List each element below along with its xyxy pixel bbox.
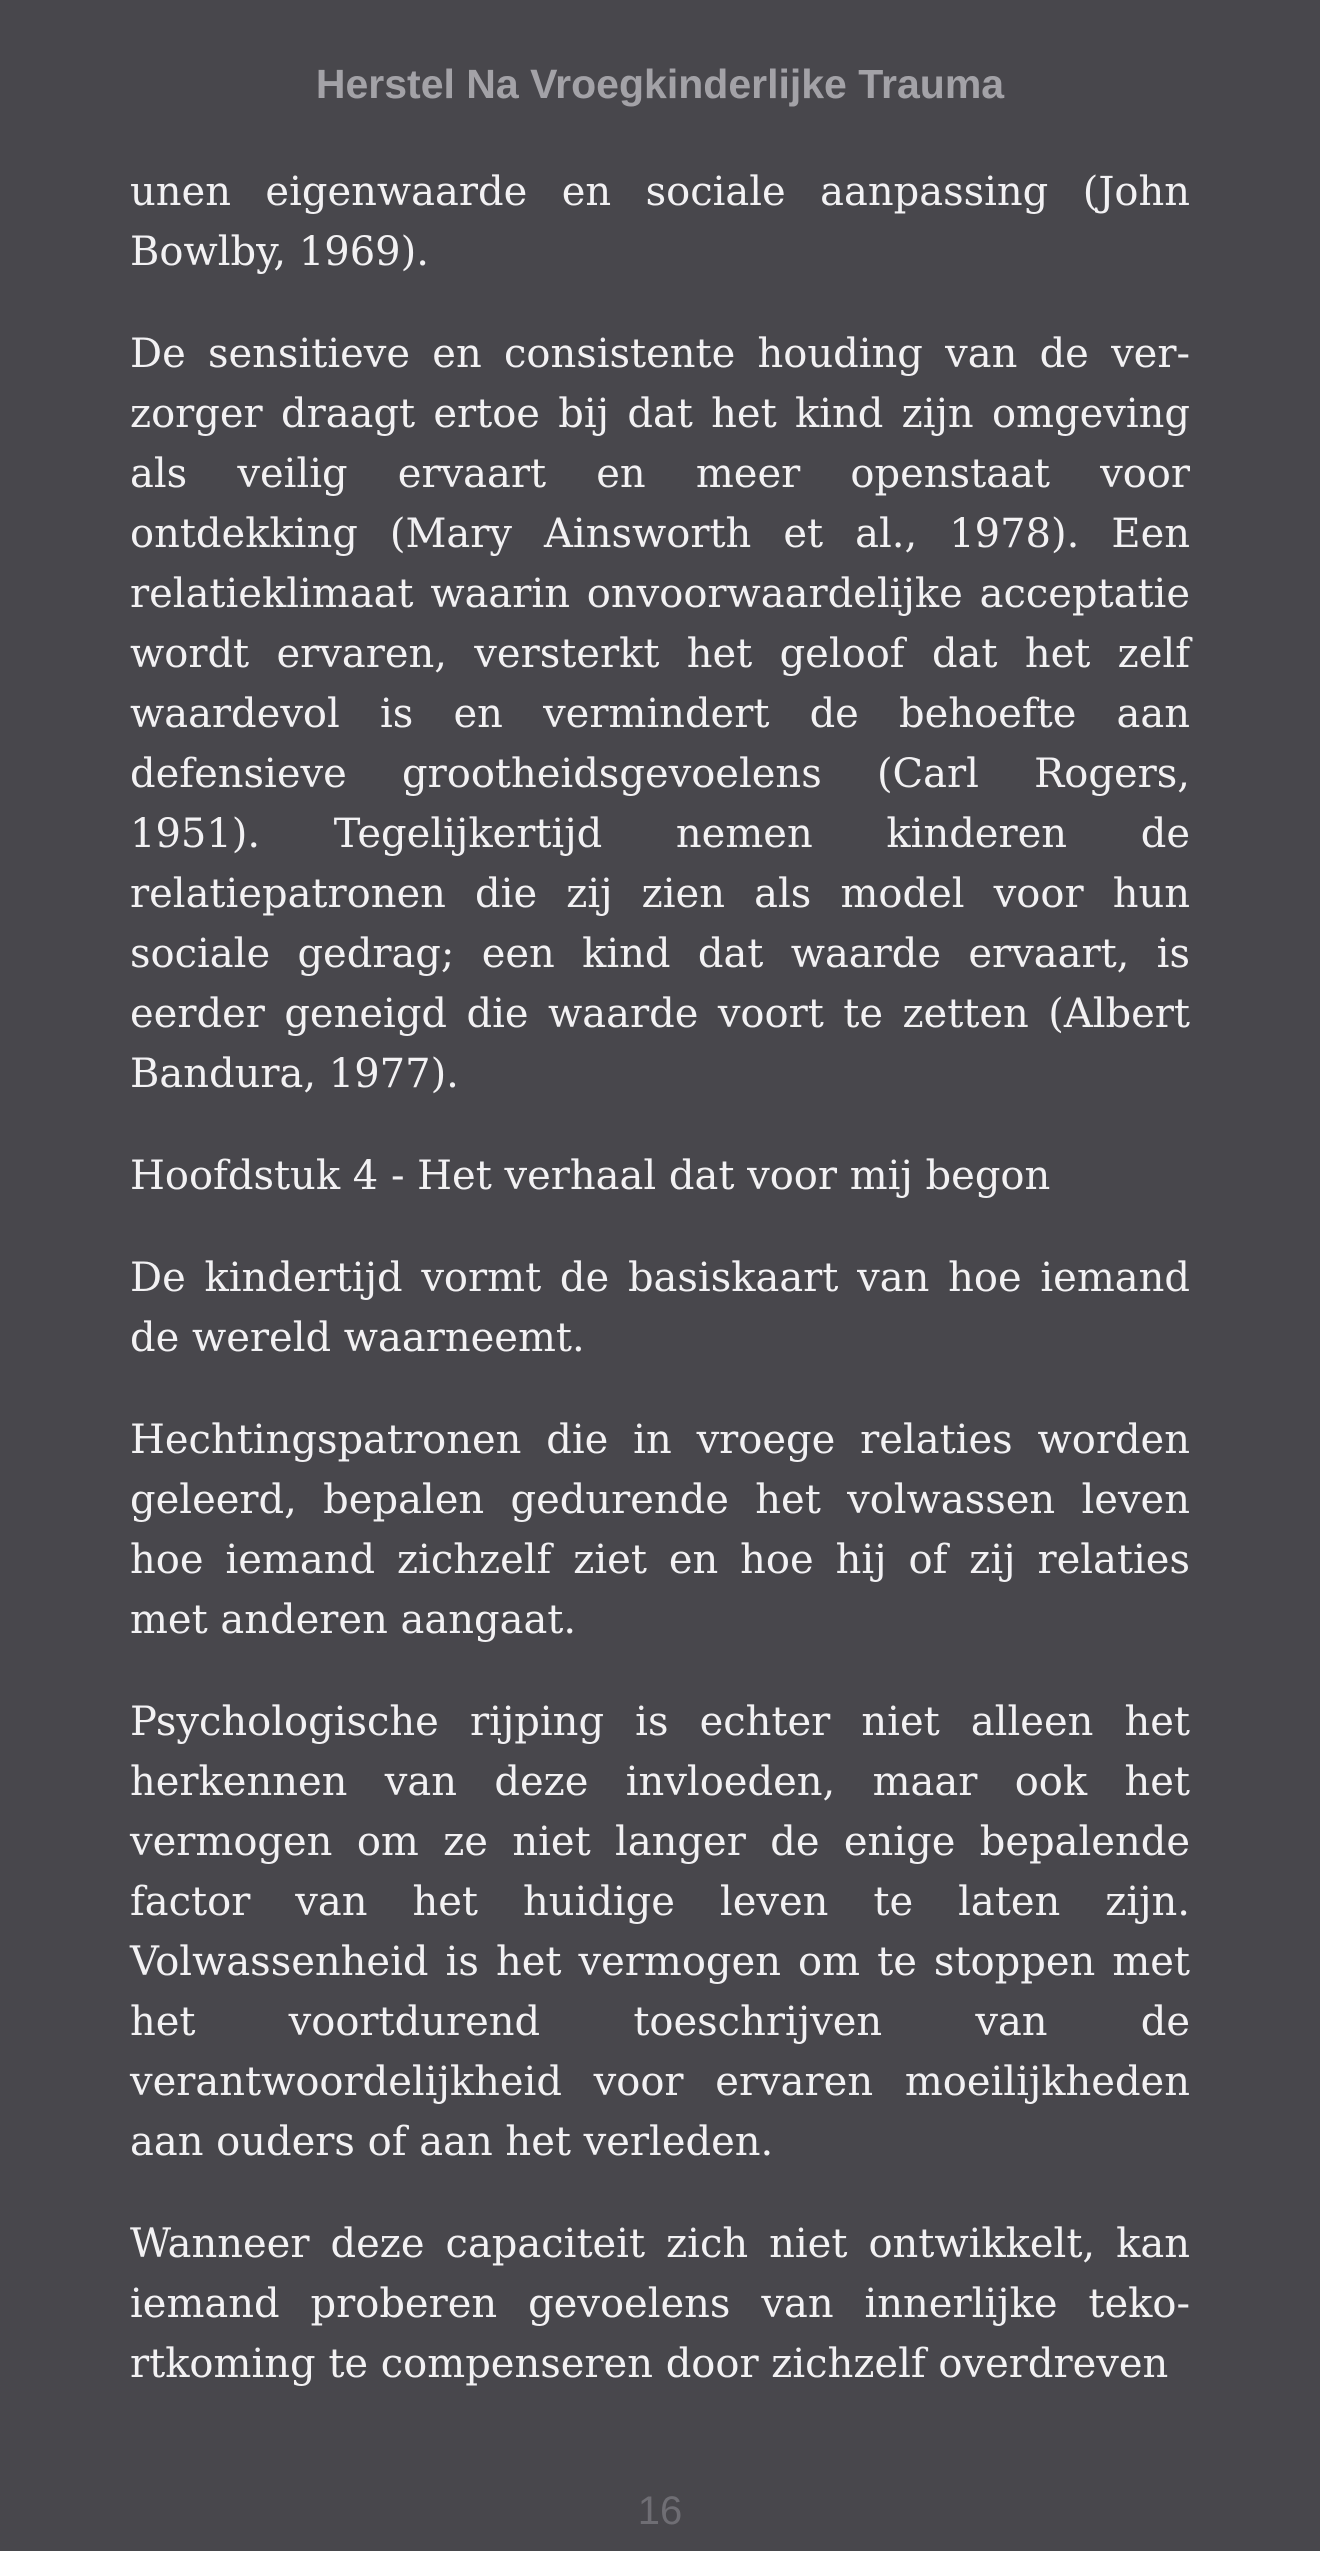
paragraph: unen eigenwaarde en sociale aanpassing (John Bowlby, 1969).	[130, 169, 1190, 275]
page-number: 16	[637, 2489, 683, 2533]
paragraph: De sensitieve en consistente houding van de verzorger draagt ertoe bij dat het kind zijn omgeving als veilig ervaart en meer openstaat voor ontdekking (Mary Ainsworth et al., 1978). Een relatieklimaat waarin onvoorwaardelijke acceptatie wordt ervaren, versterkt het geloof dat het zelf waardevol is en vermindert de behoefte aan defensieve grootheidsgevoelens (Carl Rogers, 1951). Tegelijkertijd nemen kinderen de relatiepatronen die zij zien als model voor hun sociale gedrag; een kind dat waarde ervaart, is eerder geneigd die waarde voort te zetten (Albert Bandura, 1977).	[130, 331, 1190, 1097]
paragraph: De kindertijd vormt de basiskaart van hoe iemand de wereld waarneemt.	[130, 1255, 1190, 1361]
page-text	[130, 162, 1190, 2436]
paragraph: Hechtingspatronen die in vroege relaties worden geleerd, bepalen gedurende het volwassen leven hoe iemand zichzelf ziet en hoe hij of zij relaties met anderen aangaat.	[130, 1417, 1190, 1643]
chapter-heading: Hoofdstuk 4 - Het verhaal dat voor mij begon	[130, 1153, 1051, 1199]
book-title: Herstel Na Vroegkinderlijke Trauma	[315, 61, 1005, 107]
paragraph: Wanneer deze capaciteit zich niet ontwikkelt, kan iemand proberen gevoelens van innerlijke tekortkoming te compenseren door zichzelf overdreven	[130, 2221, 1190, 2387]
paragraph: Psychologische rijping is echter niet alleen het herkennen van deze invloeden, maar ook het vermogen om ze niet langer de enige bepalende factor van het huidige leven te laten zijn. Volwassenheid is het vermogen om te stoppen met het voortdurend toeschrijven van de verantwoordelijkheid voor ervaren moeilijkheden aan ouders of aan het verleden.	[130, 1699, 1190, 2165]
